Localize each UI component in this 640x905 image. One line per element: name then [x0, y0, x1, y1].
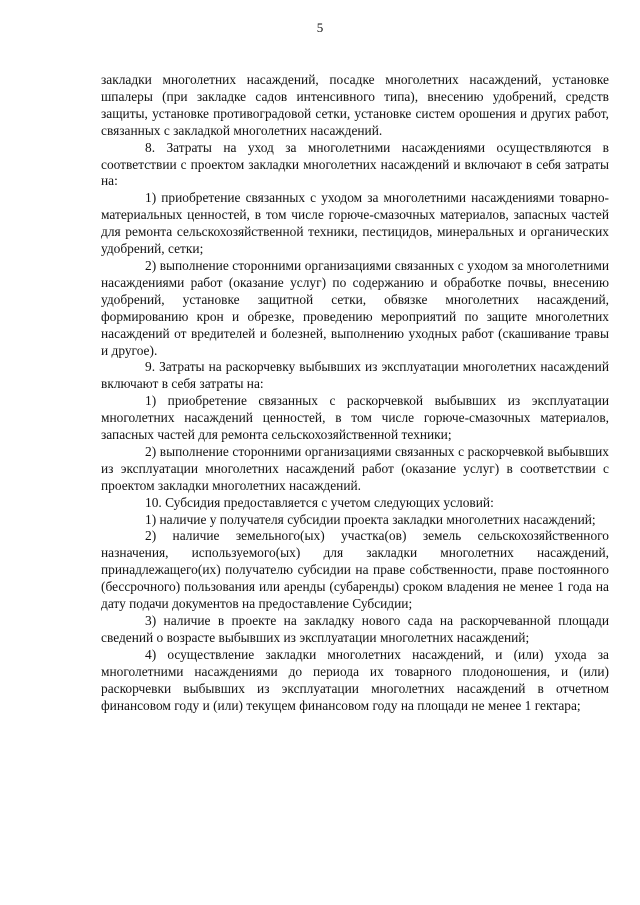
paragraph-item-8: 8. Затраты на уход за многолетними насаждениями осуществляются в соответствии с проектом закладки многолетних насаждений и включают в себя затраты на:	[101, 139, 609, 189]
paragraph-item-8-1: 1) приобретение связанных с уходом за многолетними насаждениями товарно-материальных ценностей, в том числе горюче-смазочных материалов, запасных частей для ремонта сельскохозяйственной техники, пестицидов, минеральных и органических удобрений, сетки;	[101, 190, 609, 257]
paragraph-item-10-4: 4) осуществление закладки многолетних насаждений, и (или) ухода за многолетними насаждениями до периода их товарного плодоношения, и (или) раскорчевки выбывших из эксплуатации многолетних насаждений в отчетном финансовом году и (или) текущем финансовом году на площади не менее 1 гектара;	[101, 646, 609, 713]
paragraph-item-9-1: 1) приобретение связанных с раскорчевкой выбывших из эксплуатации многолетних насаждений ценностей, в том числе горюче-смазочных материалов, запасных частей для ремонта сельскохозяйственной техники;	[101, 393, 609, 443]
paragraph-item-9: 9. Затраты на раскорчевку выбывших из эксплуатации многолетних насаждений включают в себя затраты на:	[101, 359, 609, 392]
paragraph-item-10-1: 1) наличие у получателя субсидии проекта закладки многолетних насаждений;	[145, 511, 596, 527]
paragraph-item-10-2: 2) наличие земельного(ых) участка(ов) земель сельскохозяйственного назначения, используемого(ых) для закладки многолетних насаждений, принадлежащего(их) получателю субсидии на праве собственности, праве постоянного (бессрочного) пользования или аренды (субаренды) сроком владения не менее 1 года на дату подачи документов на предоставление Субсидии;	[101, 528, 609, 612]
paragraph-item-8-2: 2) выполнение сторонними организациями связанных с уходом за многолетними насаждениями работ (оказание услуг) по содержанию и обработке почвы, внесению удобрений, установке защитной сетки, обвязке многолетних насаждений, формированию крон и обрезке, проведению мероприятий по защите многолетних насаждений от вредителей и болезней, выполнению уходных работ (скашивание травы и другое).	[101, 257, 609, 358]
paragraph-item-10: 10. Субсидия предоставляется с учетом следующих условий:	[145, 494, 494, 510]
paragraph-item-9-2: 2) выполнение сторонними организациями связанных с раскорчевкой выбывших из эксплуатации многолетних насаждений работ (оказание услуг) в соответствии с проектом закладки многолетних насаждений.	[101, 443, 609, 493]
page-number: 5	[316, 20, 324, 35]
paragraph-continuation: закладки многолетних насаждений, посадке многолетних насаждений, установке шпалеры (при закладке садов интенсивного типа), внесению удобрений, средств защиты, установке противоградовой сетки, установке систем орошения и других работ, связанных с закладкой многолетних насаждений.	[101, 72, 609, 138]
document-body	[101, 72, 609, 714]
paragraph-item-10-3: 3) наличие в проекте на закладку нового сада на раскорчеванной площади сведений о возрасте выбывших из эксплуатации многолетних насаждений;	[101, 613, 609, 645]
